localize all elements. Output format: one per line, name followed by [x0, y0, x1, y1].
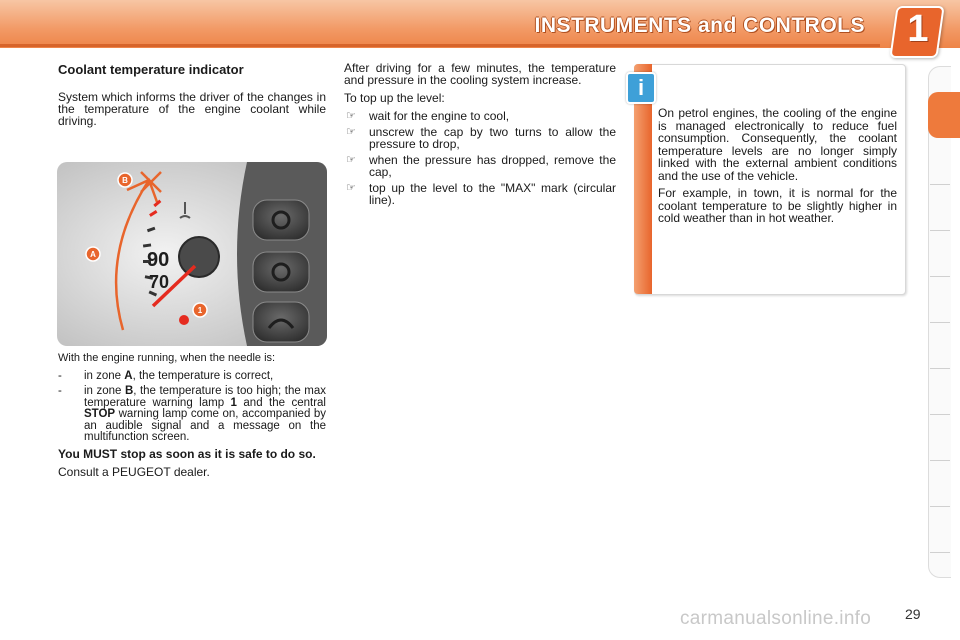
pointing-hand-icon: ☞ [346, 154, 356, 166]
chapter-number: 1 [907, 8, 929, 50]
tab-separator [930, 230, 950, 231]
tab-separator [930, 322, 950, 323]
topup-step: ☞ wait for the engine to cool, [346, 109, 510, 123]
topup-lead-text: To top up the level: [344, 91, 445, 105]
zone-b-item: - in zone B, the temperature is too high; the max temperature warning lamp 1 and the central STOP warning lamp come on, accompanied by an audible signal and a message on the multifunction screen. [58, 385, 327, 443]
needle-lead-text: With the engine running, when the needle is: [58, 352, 276, 364]
chapter-title: INSTRUMENTS and CONTROLS [534, 14, 865, 37]
intro-text: System which informs the driver of the changes in the temperature of the engine coolant while driving. [58, 90, 326, 128]
info-paragraph: On petrol engines, the cooling of the engine is managed electronically to reduce fuel consumption. Consequently, the coolant temperature levels are no longer simply linked with the external ambient conditions and the use of the vehicle. [658, 106, 897, 183]
max-temp-warning-lamp [179, 315, 189, 325]
topup-step: ☞ top up the level to the "MAX" mark (circular line). [346, 181, 616, 207]
label-b: B [122, 176, 128, 185]
watermark-text: carmanualsonline.info [680, 608, 872, 629]
section-heading: Coolant temperature indicator [58, 62, 244, 77]
info-icon: i [626, 72, 656, 104]
topup-step: ☞ when the pressure has dropped, remove the cap, [346, 153, 616, 179]
rear-fog-button-icon [253, 252, 309, 292]
topup-step: ☞ unscrew the cap by two turns to allow the pressure to drop, [346, 125, 616, 151]
fog-lamp-button-icon [253, 200, 309, 240]
demist-button-icon [253, 302, 309, 342]
gauge-svg [57, 162, 327, 346]
tab-separator [930, 506, 950, 507]
pointing-hand-icon: ☞ [346, 126, 356, 138]
gauge-value-90: 90 [147, 249, 170, 271]
must-stop-warning: You MUST stop as soon as it is safe to do so. [58, 446, 316, 461]
zone-a-item: - in zone A, the temperature is correct, [58, 369, 274, 382]
needle-hub [179, 237, 219, 277]
consult-dealer-text: Consult a PEUGEOT dealer. [58, 464, 210, 479]
header-rule [0, 44, 880, 47]
tab-separator [930, 552, 950, 553]
label-a: A [90, 250, 96, 259]
cooling-intro-text: After driving for a few minutes, the temperature and pressure in the cooling system increase. [344, 61, 616, 87]
label-1: 1 [197, 306, 203, 315]
tab-separator [930, 414, 950, 415]
info-paragraph: For example, in town, it is normal for the coolant temperature to be slightly higher in cold weather than in hot weather. [658, 186, 897, 225]
tab-separator [930, 276, 950, 277]
coolant-gauge-illustration [57, 162, 327, 346]
tab-separator [930, 368, 950, 369]
tab-separator [930, 460, 950, 461]
chapter-tab-active[interactable] [928, 92, 960, 138]
gauge-value-70: 70 [149, 272, 170, 292]
info-box-text [658, 107, 897, 230]
page-number: 29 [905, 606, 921, 622]
tab-separator [930, 184, 950, 185]
pointing-hand-icon: ☞ [346, 110, 356, 122]
pointing-hand-icon: ☞ [346, 182, 356, 194]
middle-column [344, 62, 616, 210]
